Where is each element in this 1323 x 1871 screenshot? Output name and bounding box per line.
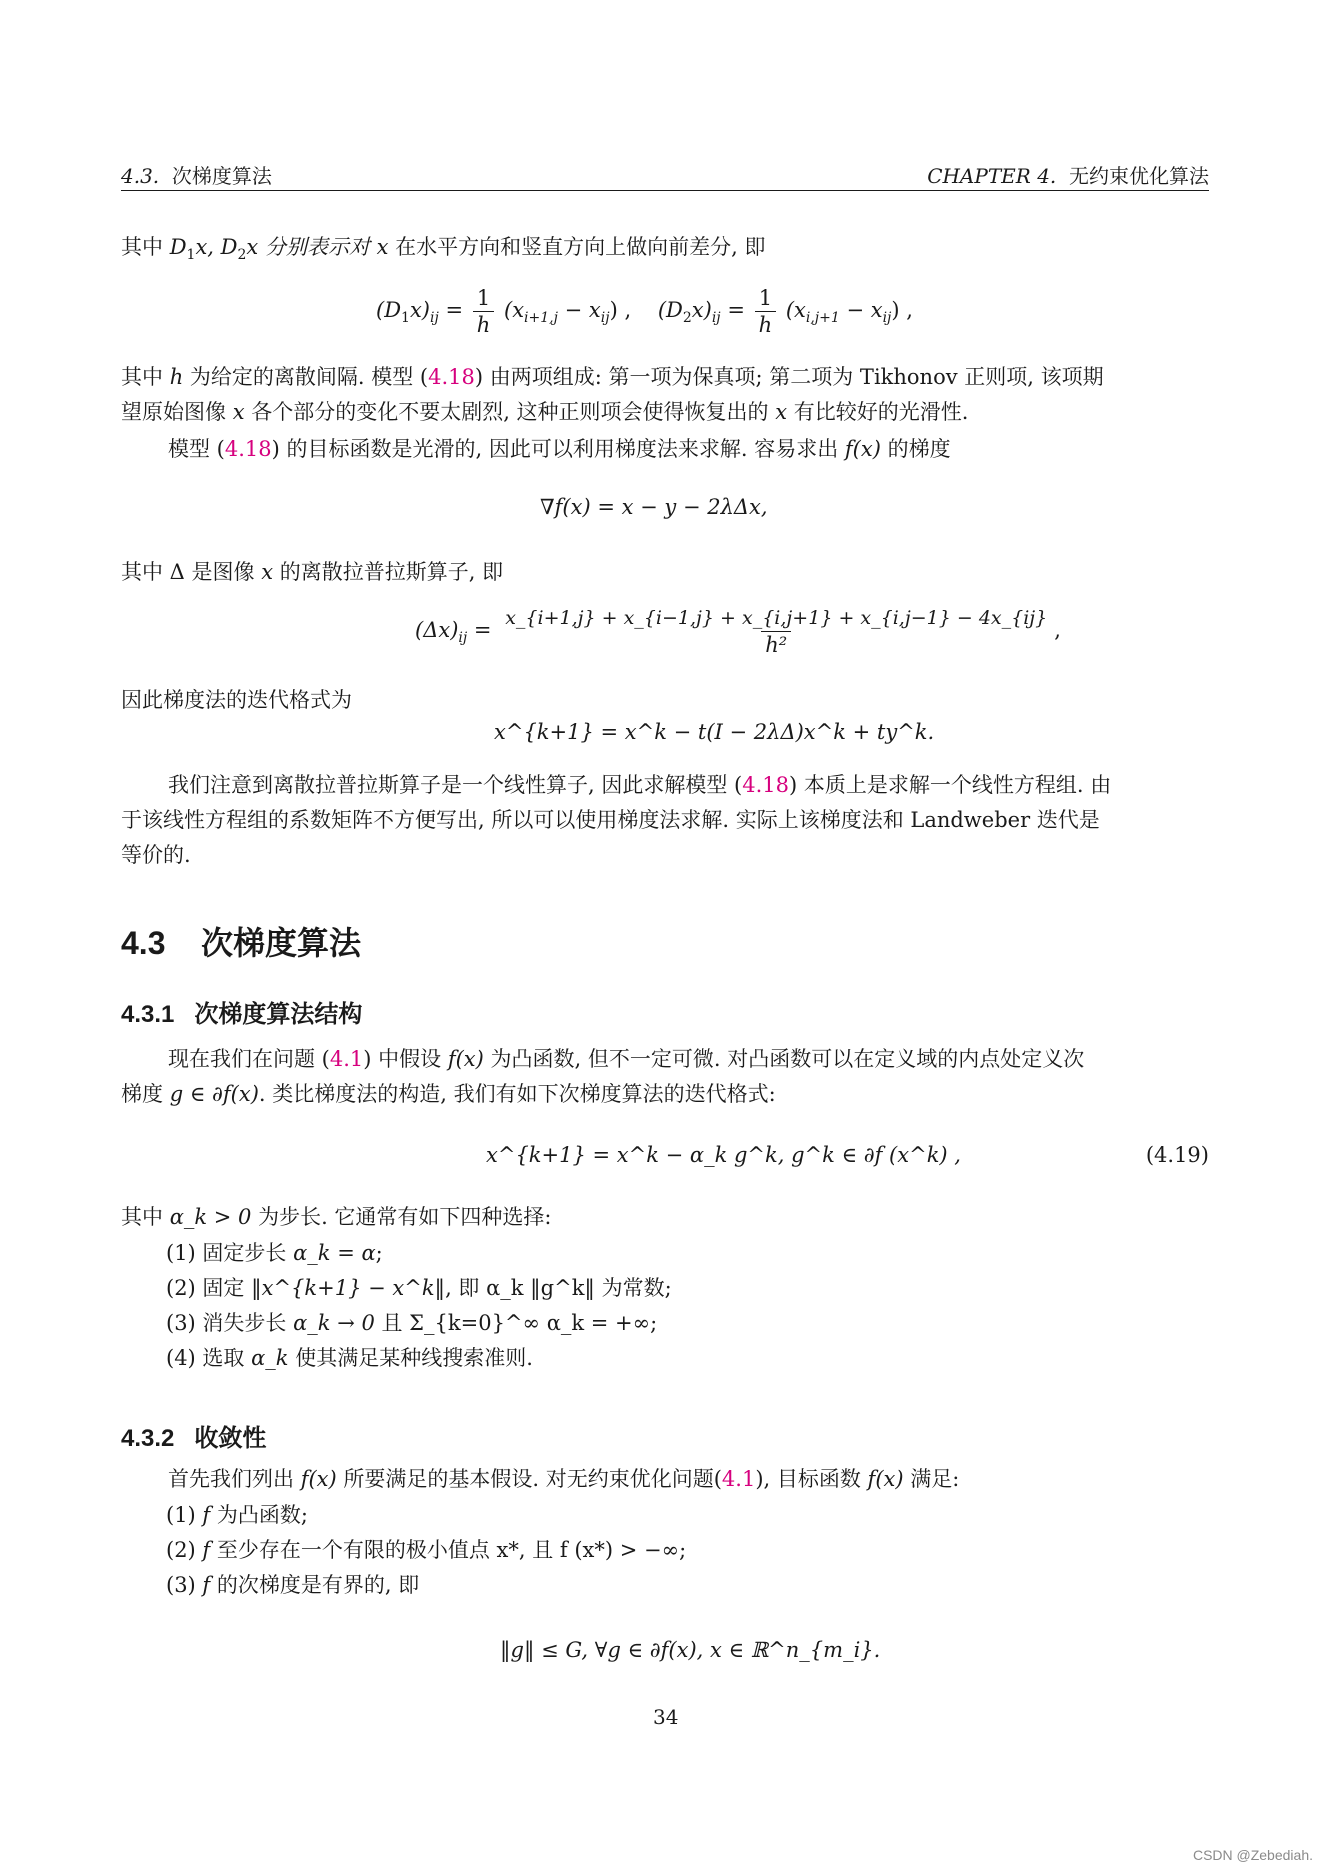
paragraph-linear-operator: 我们注意到离散拉普拉斯算子是一个线性算子, 因此求解模型 (4.18) 本质上是求解一个线性方程组. 由 于该线性方程组的系数矩阵不方便写出, 所以可以使用梯度法求解. 实际上该梯度法和 Landweber 迭代是 等价的. [121, 773, 1112, 867]
equation-gradient-iteration: x^{k+1} = x^k − t(I − 2λΔ)x^k + ty^k. [494, 720, 935, 744]
list-item: (3) f 的次梯度是有界的, 即 [166, 1573, 420, 1597]
subsection-heading-4-3-2: 4.3.2 收敛性 [121, 1425, 267, 1452]
running-header-left: 4.3. 次梯度算法 [121, 164, 272, 188]
watermark: CSDN @Zebediah. [1192, 1847, 1313, 1863]
ref-4-18[interactable]: 4.18 [428, 365, 475, 389]
subsection-heading-4-3-1: 4.3.1 次梯度算法结构 [121, 1001, 363, 1028]
list-item: (1) 固定步长 α_k = α; [166, 1241, 383, 1265]
list-item: (1) f 为凸函数; [166, 1503, 308, 1527]
paragraph-gradient: 模型 (4.18) 的目标函数是光滑的, 因此可以利用梯度法来求解. 容易求出 f(x) 的梯度 [168, 437, 951, 461]
equation-gradient: ∇f(x) = x − y − 2λΔx, [540, 495, 768, 519]
ref-4-18[interactable]: 4.18 [742, 773, 789, 797]
ref-4-1[interactable]: 4.1 [329, 1047, 364, 1071]
running-header-right: CHAPTER 4. 无约束优化算法 [927, 164, 1209, 188]
equation-forward-difference: $(D_1x)_{ij}$ = $\frac{1}{h}$ $(x_{i+1,j} - x_{ij})$ , $(D_2x)_{ij}$ = $\frac{1}{h}$ $(x_{i,j+1} - x_{ij})$ , [376, 286, 913, 337]
paragraph-subgradient-definition: 现在我们在问题 (4.1) 中假设 f(x) 为凸函数, 但不一定可微. 对凸函数可以在定义域的内点处定义次 梯度 g ∈ ∂f(x). 类比梯度法的构造, 我们有如下次梯度算法的迭代格式: [121, 1047, 1085, 1106]
ref-4-18[interactable]: 4.18 [224, 437, 272, 461]
paragraph-model-description: 其中 h 为给定的离散间隔. 模型 (4.18) 由两项组成: 第一项为保真项; 第二项为 Tikhonov 正则项, 该项期 望原始图像 x 各个部分的变化不要太剧烈, 这种正则项会使得恢复出的 x 有比较好的光滑性. [121, 365, 1104, 424]
equation-subgradient-iteration: x^{k+1} = x^k − α_k g^k, g^k ∈ ∂f (x^k) , [486, 1143, 961, 1167]
equation-laplacian: $(\Delta x)_{ij}$ = $\frac{x\_\{i+1,j\} + x\_\{i-1,j\} + x\_\{i,j+1\} + x\_\{i,j-1\} - 4x\_\{ij\}}{\text{h²}}$ , [415, 607, 1061, 657]
paragraph-iteration-intro: 因此梯度法的迭代格式为 [121, 688, 352, 712]
paragraph-laplacian: 其中 Δ 是图像 x 的离散拉普拉斯算子, 即 [121, 560, 504, 584]
list-item: (2) 固定 ‖x^{k+1} − x^k‖, 即 α_k ‖g^k‖ 为常数; [166, 1276, 672, 1300]
equation-label-4-19: (4.19) [1145, 1143, 1209, 1167]
equation-bounded-subgradient: ‖g‖ ≤ G, ∀g ∈ ∂f(x), x ∈ ℝ^n_{m_i}. [500, 1638, 881, 1662]
paragraph-assumptions-intro: 首先我们列出 f(x) 所要满足的基本假设. 对无约束优化问题(4.1), 目标函数 f(x) 满足: [168, 1467, 960, 1491]
ref-4-1[interactable]: 4.1 [721, 1467, 756, 1491]
list-assumptions [166, 1498, 686, 1603]
list-item: (3) 消失步长 α_k → 0 且 Σ_{k=0}^∞ α_k = +∞; [166, 1311, 658, 1335]
list-item: (4) 选取 α_k 使其满足某种线搜索准则. [166, 1346, 533, 1370]
header-rule [121, 190, 1209, 191]
list-step-size-choices [166, 1236, 672, 1376]
paragraph-step-size: 其中 α_k > 0 为步长. 它通常有如下四种选择: [121, 1205, 552, 1229]
section-heading-4-3: 4.3 次梯度算法 [121, 925, 362, 961]
page-number: 34 [653, 1705, 679, 1729]
list-item: (2) f 至少存在一个有限的极小值点 x*, 且 f (x*) > −∞; [166, 1538, 687, 1562]
paragraph-difference-definition: 其中 $D_1x$, $D_2x$ 分别表示对 x 在水平方向和竖直方向上做向前差分, 即 [121, 235, 766, 264]
